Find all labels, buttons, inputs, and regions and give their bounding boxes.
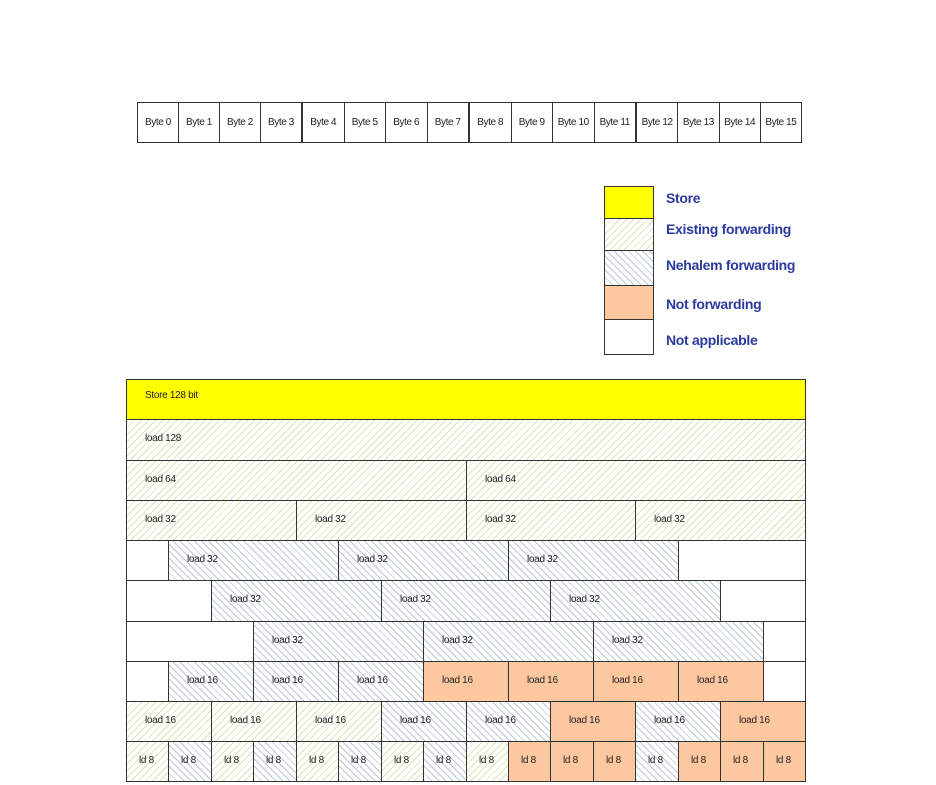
load-label: load 16	[272, 675, 303, 686]
load-label: load 16	[654, 715, 685, 726]
load-cell	[168, 540, 339, 581]
load-cell	[635, 701, 721, 742]
load-label: load 16	[442, 675, 473, 686]
load-cell	[381, 741, 424, 782]
load-cell	[423, 621, 594, 662]
load-label: load 16	[485, 715, 516, 726]
load-cell	[550, 580, 721, 622]
load-label: load 32	[230, 594, 261, 605]
load-cell	[593, 741, 636, 782]
byte-label: Byte 8	[469, 102, 512, 143]
legend-label-notfwd: Not forwarding	[666, 296, 762, 312]
byte-label: Byte 5	[344, 102, 387, 143]
empty-cell	[126, 540, 169, 581]
load-cell	[423, 741, 467, 782]
byte-label: Byte 12	[636, 102, 678, 143]
load-cell	[635, 500, 806, 541]
load-label: load 16	[527, 675, 558, 686]
empty-cell	[763, 661, 806, 702]
load-label: ld 8	[691, 755, 706, 766]
load-label: load 16	[400, 715, 431, 726]
load-cell	[253, 661, 339, 702]
load-cell	[466, 500, 636, 541]
byte-label: Byte 3	[260, 102, 302, 143]
load-label: load 64	[485, 474, 516, 485]
load-label: load 16	[739, 715, 770, 726]
load-label: load 16	[145, 715, 176, 726]
load-cell	[296, 500, 467, 541]
load-cell	[126, 460, 467, 501]
load-cell	[211, 580, 382, 622]
byte-label: Byte 13	[677, 102, 719, 143]
load-cell	[296, 741, 339, 782]
load-cell	[168, 741, 212, 782]
load-label: load 16	[569, 715, 600, 726]
legend-swatch-na	[604, 319, 654, 355]
byte-label: Byte 1	[178, 102, 220, 143]
load-cell	[126, 379, 806, 420]
byte-label: Byte 9	[511, 102, 554, 143]
byte-label: Byte 11	[594, 102, 637, 143]
load-label: ld 8	[224, 755, 239, 766]
byte-label: Byte 14	[719, 102, 761, 143]
load-cell	[593, 661, 679, 702]
load-label: ld 8	[479, 755, 494, 766]
load-cell	[763, 741, 806, 782]
load-label: ld 8	[266, 755, 281, 766]
load-cell	[678, 661, 764, 702]
empty-cell	[126, 621, 254, 662]
load-cell	[550, 741, 594, 782]
load-cell	[126, 741, 169, 782]
legend-swatch-existing	[604, 218, 654, 251]
load-label: load 16	[357, 675, 388, 686]
load-cell	[338, 741, 382, 782]
load-label: ld 8	[181, 755, 196, 766]
legend-swatch-store	[604, 186, 654, 219]
load-label: load 32	[485, 514, 516, 525]
load-label: load 32	[272, 635, 303, 646]
load-label: ld 8	[776, 755, 791, 766]
load-cell	[338, 540, 509, 581]
load-cell	[338, 661, 424, 702]
load-label: load 32	[527, 554, 558, 565]
load-cell	[253, 741, 297, 782]
legend-swatch-nehalem	[604, 250, 654, 286]
load-cell	[508, 661, 594, 702]
load-label: load 16	[315, 715, 346, 726]
load-label: ld 8	[648, 755, 663, 766]
byte-label: Byte 4	[302, 102, 345, 143]
legend-label-na: Not applicable	[666, 332, 758, 348]
load-label: load 32	[442, 635, 473, 646]
byte-label: Byte 6	[385, 102, 428, 143]
load-label: ld 8	[563, 755, 578, 766]
load-cell	[593, 621, 764, 662]
load-label: ld 8	[394, 755, 409, 766]
load-label: load 16	[697, 675, 728, 686]
load-cell	[466, 741, 509, 782]
load-label: load 32	[145, 514, 176, 525]
load-label: load 32	[654, 514, 685, 525]
load-label: load 32	[315, 514, 346, 525]
load-cell	[423, 661, 509, 702]
load-label: load 32	[357, 554, 388, 565]
load-cell	[508, 741, 551, 782]
load-label: ld 8	[139, 755, 154, 766]
load-label: load 32	[187, 554, 218, 565]
load-cell	[550, 701, 636, 742]
legend-swatch-notfwd	[604, 285, 654, 320]
load-cell	[126, 701, 212, 742]
byte-label: Byte 0	[137, 102, 179, 143]
load-label: load 32	[569, 594, 600, 605]
load-cell	[635, 741, 679, 782]
byte-label: Byte 2	[219, 102, 261, 143]
legend-label-existing: Existing forwarding	[666, 221, 791, 237]
empty-cell	[678, 540, 806, 581]
load-label: ld 8	[521, 755, 536, 766]
load-cell	[720, 741, 764, 782]
load-cell	[126, 419, 806, 461]
load-label: load 64	[145, 474, 176, 485]
byte-label: Byte 7	[427, 102, 470, 143]
load-label: ld 8	[436, 755, 451, 766]
byte-label: Byte 15	[760, 102, 802, 143]
empty-cell	[763, 621, 806, 662]
load-label: ld 8	[733, 755, 748, 766]
load-label: Store 128 bit	[145, 390, 198, 401]
load-cell	[381, 701, 467, 742]
load-label: load 128	[145, 433, 181, 444]
load-label: load 16	[230, 715, 261, 726]
load-label: load 16	[187, 675, 218, 686]
empty-cell	[126, 661, 169, 702]
load-label: ld 8	[309, 755, 324, 766]
load-cell	[126, 500, 297, 541]
empty-cell	[720, 580, 806, 622]
load-label: load 32	[400, 594, 431, 605]
load-cell	[296, 701, 382, 742]
legend-label-nehalem: Nehalem forwarding	[666, 257, 796, 273]
load-cell	[381, 580, 551, 622]
load-cell	[508, 540, 679, 581]
load-cell	[466, 701, 551, 742]
byte-label: Byte 10	[552, 102, 595, 143]
load-cell	[168, 661, 254, 702]
load-label: ld 8	[606, 755, 621, 766]
load-cell	[720, 701, 806, 742]
load-label: load 16	[612, 675, 643, 686]
load-cell	[253, 621, 424, 662]
load-label: ld 8	[351, 755, 366, 766]
load-label: load 32	[612, 635, 643, 646]
load-cell	[678, 741, 721, 782]
load-cell	[466, 460, 806, 501]
legend-label-store: Store	[666, 190, 701, 206]
empty-cell	[126, 580, 212, 622]
load-cell	[211, 741, 254, 782]
load-cell	[211, 701, 297, 742]
